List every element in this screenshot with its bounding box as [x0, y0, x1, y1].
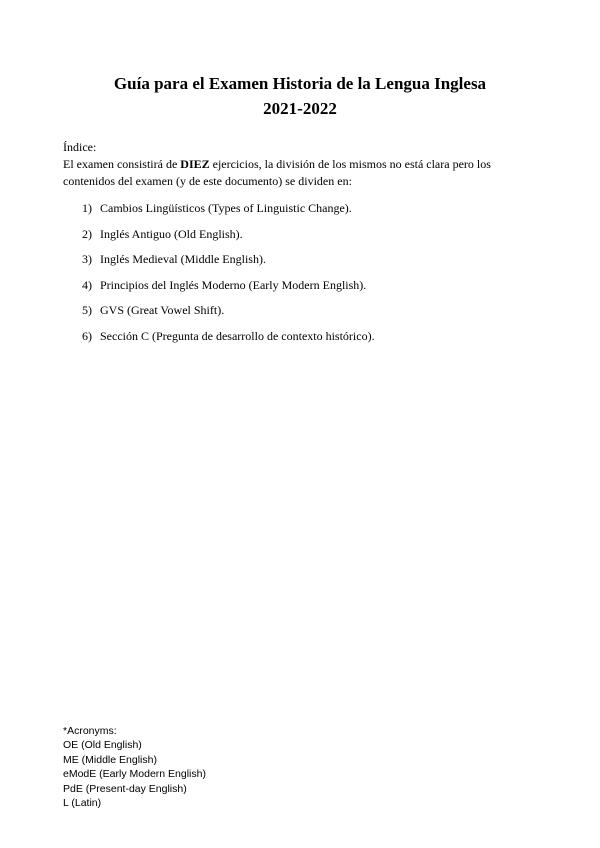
list-item-text: Principios del Inglés Moderno (Early Modern English). — [100, 277, 367, 292]
list-item — [82, 302, 375, 328]
list-item — [82, 226, 375, 252]
list-item — [82, 277, 375, 303]
list-item-number: 1) — [82, 201, 92, 215]
intro-text-start: El examen consistirá de — [63, 157, 181, 171]
list-item-text: Inglés Medieval (Middle English). — [100, 252, 266, 267]
list-item — [82, 200, 375, 226]
acronyms-footnote — [63, 724, 206, 810]
list-item-text: Cambios Lingüísticos (Types of Linguistic Change). — [100, 201, 352, 215]
list-item-number: 3) — [82, 252, 92, 267]
index-label: Índice: — [63, 140, 97, 154]
list-item-number: 2) — [82, 226, 92, 241]
acronyms-heading: *Acronyms: — [63, 725, 117, 737]
intro-emphasis: DIEZ — [180, 157, 210, 171]
list-item-number: 6) — [82, 328, 92, 343]
document-title: Guía para el Examen Historia de la Lengua Inglesa — [113, 74, 487, 93]
contents-list — [82, 200, 375, 354]
acronym-item: PdE (Present-day English) — [63, 782, 187, 795]
list-item-text: Sección C (Pregunta de desarrollo de contexto histórico). — [100, 328, 375, 343]
acronym-item: OE (Old English) — [63, 739, 142, 752]
list-item — [82, 328, 375, 354]
acronym-item: ME (Middle English) — [63, 753, 157, 766]
list-item-number: 4) — [82, 277, 92, 292]
list-item-text: Inglés Antiguo (Old English). — [100, 226, 243, 241]
acronym-item: eModE (Early Modern English) — [63, 768, 206, 781]
academic-year: 2021-2022 — [263, 99, 337, 118]
acronym-item: L (Latin) — [63, 797, 102, 810]
list-item-text: GVS (Great Vowel Shift). — [100, 303, 225, 318]
list-item-number: 5) — [82, 303, 92, 318]
intro-text-end: ejercicios, la división de los mismos no está clara pero los contenidos del examen (y de este documento) se dividen en: — [63, 157, 491, 188]
list-item — [82, 251, 375, 277]
intro-paragraph — [63, 156, 543, 189]
